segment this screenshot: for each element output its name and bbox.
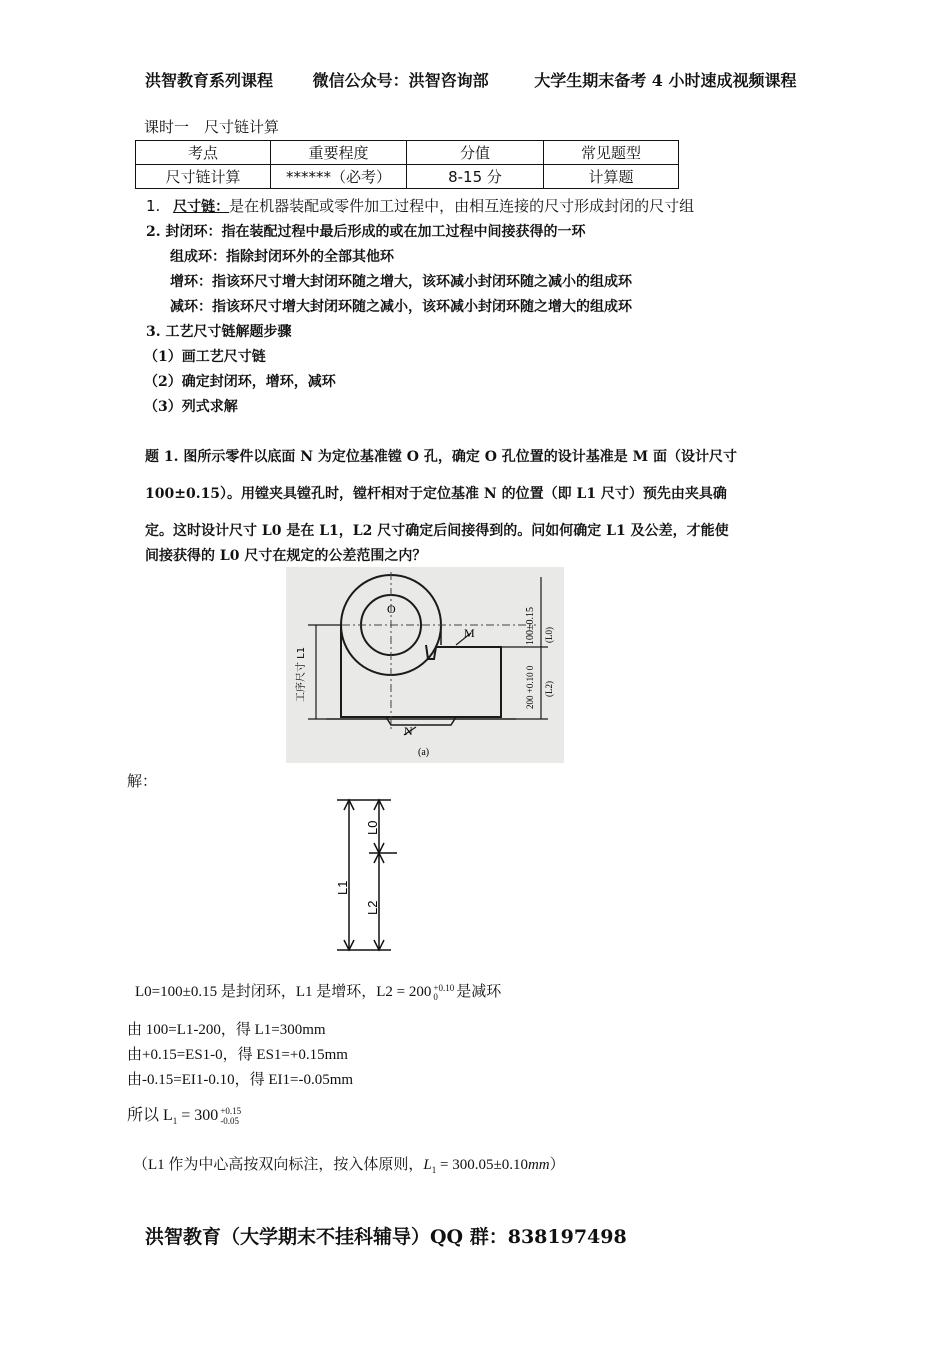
header-middle: 微信公众号：洪智咨询部 — [312, 71, 489, 90]
problem-line-4: 间接获得的 L0 尺寸在规定的公差范围之内？ — [145, 548, 427, 564]
table-header-cell: 分值 — [407, 141, 544, 165]
table-header-row — [136, 141, 679, 165]
definition-zuchenghuan: 组成环：指除封闭环外的全部其他环 — [170, 249, 394, 265]
definition-1 — [146, 195, 694, 216]
footer-qq-group: 洪智教育（大学期末不挂科辅导）QQ 群：838197498 — [145, 1226, 627, 1248]
result-index: 1 — [172, 1116, 178, 1127]
steps-heading: 3. 工艺尺寸链解题步骤 — [146, 324, 292, 340]
chain-label-l0: L0 — [365, 820, 380, 835]
label-a: (a) — [418, 747, 430, 758]
step-1: （1）画工艺尺寸链 — [144, 349, 266, 365]
summary-sub: 0 — [433, 991, 438, 1002]
definition-jianhuan: 减环：指该环尺寸增大封闭环随之减小，该环减小封闭环随之增大的组成环 — [170, 299, 632, 315]
header-left: 洪智教育系列课程 — [145, 71, 274, 90]
definition-text: 是在机器装配或零件加工过程中，由相互连接的尺寸形成封闭的尺寸组 — [229, 197, 695, 215]
fixture-block — [386, 717, 456, 725]
note-index: 1 — [431, 1165, 437, 1175]
note-value: = 300.05±0.10 — [436, 1157, 528, 1173]
definition-2: 2. 封闭环：指在装配过程中最后形成的或在加工过程中间接获得的一环 — [146, 224, 586, 240]
problem-line-3: 定。这时设计尺寸 L0 是在 L1，L2 尺寸确定后间接得到的。问如何确定 L1 及公差，才能使 — [145, 523, 729, 539]
page-header — [145, 68, 825, 91]
label-dim-lower: 200 +0.10 0 — [525, 665, 535, 709]
table-header-cell: 考点 — [136, 141, 271, 165]
exam-point-table — [135, 140, 679, 189]
dimension-chain-diagram — [325, 795, 405, 955]
header-right: 大学生期末备考 4 小时速成视频课程 — [534, 71, 797, 90]
result-sub: -0.05 — [220, 1116, 240, 1127]
label-dim-upper-sub: (L0) — [544, 627, 554, 643]
item-number: 1. — [146, 197, 161, 215]
table-cell: 8-15 分 — [407, 165, 544, 189]
summary-prefix: L0=100±0.15 是封闭环，L1 是增环，L2 = 200 — [135, 984, 432, 1000]
solution-label: 解： — [127, 772, 158, 790]
solution-summary — [135, 980, 501, 1002]
label-m: M — [464, 626, 475, 640]
table-header-cell: 常见题型 — [544, 141, 679, 165]
result-sup: +0.15 — [220, 1106, 242, 1117]
label-dim-lower-sub: (L2) — [544, 681, 554, 697]
table-cell: 计算题 — [544, 165, 679, 189]
table-header-cell: 重要程度 — [271, 141, 407, 165]
note-prefix: （L1 作为中心高按双向标注，按入体原则， — [133, 1157, 424, 1173]
result-line — [127, 1102, 241, 1126]
equation-1: 由 100=L1-200，得 L1=300mm — [127, 1022, 326, 1038]
definition-zenghuan: 增环：指该环尺寸增大封闭环随之增大，该环减小封闭环随之减小的组成环 — [170, 274, 632, 290]
table-row — [136, 165, 679, 189]
summary-sup: +0.10 — [433, 982, 455, 993]
term-chicunlian: 尺寸链： — [173, 199, 230, 215]
chain-label-l1: L1 — [335, 880, 350, 895]
equation-2: 由+0.15=ES1-0，得 ES1=+0.15mm — [127, 1047, 348, 1063]
label-left-dim: 工序尺寸 L1 — [296, 646, 307, 702]
note-var: L — [423, 1157, 432, 1173]
note-unit: mm — [527, 1157, 550, 1173]
note-line — [133, 1153, 565, 1175]
label-o: O — [387, 602, 396, 616]
note-suffix: ） — [549, 1157, 565, 1173]
table-cell: 尺寸链计算 — [136, 165, 271, 189]
table-cell: ******（必考） — [271, 165, 407, 189]
problem-line-1: 题 1. 图所示零件以底面 N 为定位基准镗 O 孔，确定 O 孔位置的设计基准是 M 面（设计尺寸 — [145, 449, 738, 465]
result-value: = 300 — [177, 1107, 219, 1124]
summary-suffix: 是减环 — [456, 984, 502, 1000]
label-dim-upper: 100±0.15 — [525, 607, 536, 645]
label-n: N — [404, 724, 413, 738]
result-prefix: 所以 L — [127, 1107, 173, 1124]
lesson-title: 课时一 尺寸链计算 — [144, 118, 280, 136]
part-drawing-figure — [286, 567, 564, 763]
step-3: （3）列式求解 — [144, 399, 238, 415]
equation-3: 由-0.15=EI1-0.10，得 EI1=-0.05mm — [127, 1072, 354, 1088]
part-drawing-svg — [286, 567, 564, 763]
chain-label-l2: L2 — [365, 900, 380, 915]
problem-line-2: 100±0.15）。用镗夹具镗孔时，镗杆相对于定位基准 N 的位置（即 L1 尺寸）预先由夹具确 — [145, 486, 727, 502]
step-2: （2）确定封闭环，增环，减环 — [144, 374, 336, 390]
